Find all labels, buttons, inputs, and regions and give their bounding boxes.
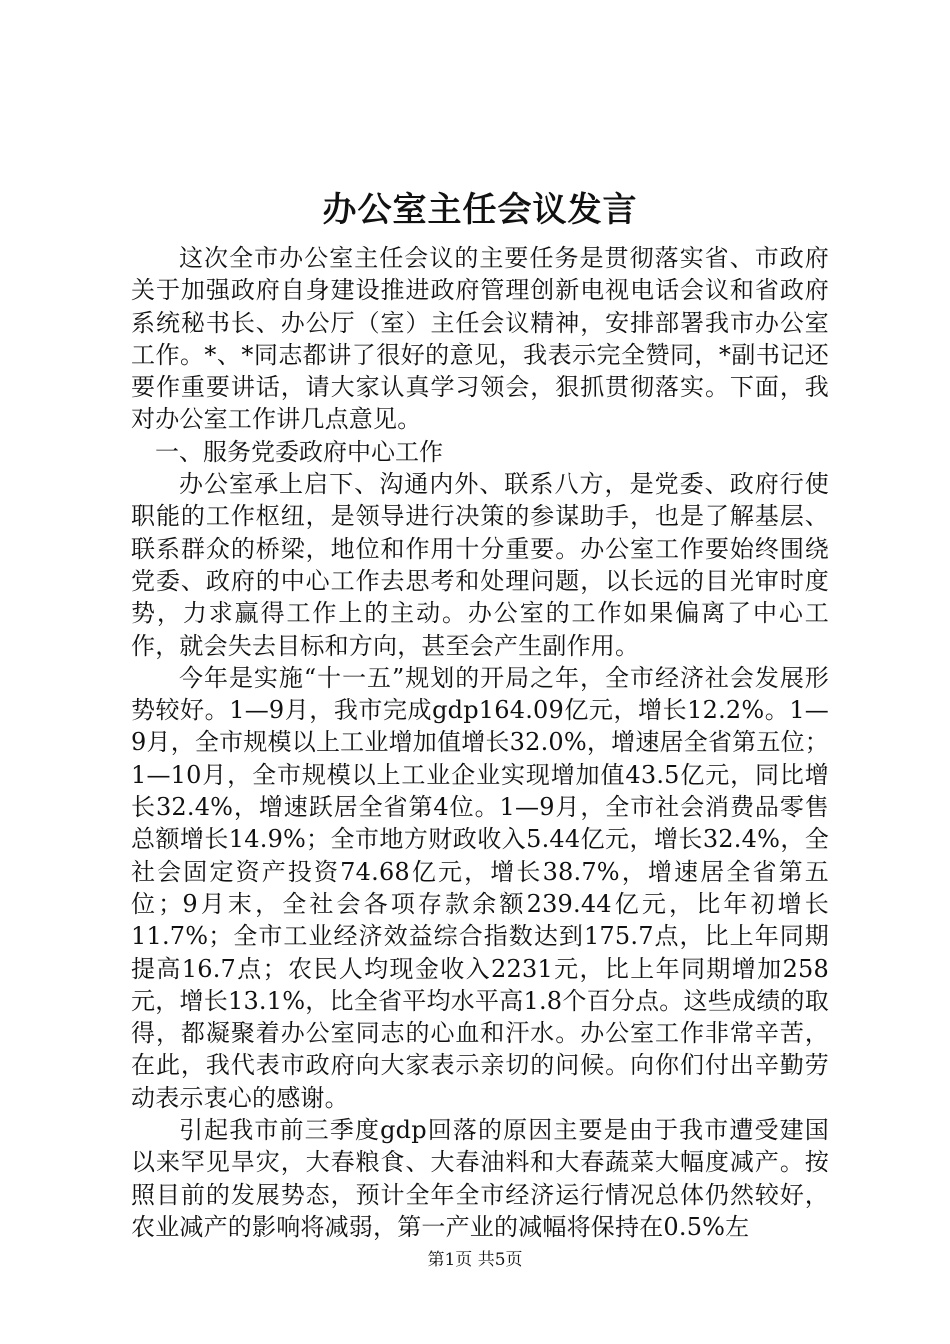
document-page bbox=[131, 178, 829, 1243]
paragraph-gdp-decline: 引起我市前三季度gdp回落的原因主要是由于我市遭受建国以来罕见旱灾，大春粮食、大春油料和大春蔬菜大幅度减产。按照目前的发展势态，预计全年全市经济运行情况总体仍然较好，农业减产的影响将减弱，第一产业的减幅将保持在0.5%左 bbox=[131, 1116, 829, 1241]
section-heading-1: 一、服务党委政府中心工作 bbox=[155, 437, 443, 466]
page-footer: 第1页 共5页 bbox=[427, 1250, 523, 1270]
paragraph-intro: 这次全市办公室主任会议的主要任务是贯彻落实省、市政府关于加强政府自身建设推进政府管理创新电视电话会议和省政府系统秘书长、办公厅（室）主任会议精神，安排部署我市办公室工作。*、*同志都讲了很好的意见，我表示完全赞同，*副书记还要作重要讲话，请大家认真学习领会，狠抓贯彻落实。下面，我对办公室工作讲几点意见。 bbox=[131, 244, 829, 434]
paragraph-office-role: 办公室承上启下、沟通内外、联系八方，是党委、政府行使职能的工作枢纽，是领导进行决策的参谋助手，也是了解基层、联系群众的桥梁，地位和作用十分重要。办公室工作要始终围绕党委、政府的中心工作去思考和处理问题，以长远的目光审时度势，力求赢得工作上的主动。办公室的工作如果偏离了中心工作，就会失去目标和方向，甚至会产生副作用。 bbox=[131, 470, 829, 660]
paragraph-economic-stats: 今年是实施“十一五”规划的开局之年，全市经济社会发展形势较好。1—9月，我市完成gdp164.09亿元，增长12.2%。1—9月，全市规模以上工业增加值增长32.0%，增速居全省第五位；1—10月，全市规模以上工业企业实现增加值43.5亿元，同比增长32.4%，增速跃居全省第4位。1—9月，全市社会消费品零售总额增长14.9%；全市地方财政收入5.44亿元，增长32.4%，全社会固定资产投资74.68亿元，增长38.7%，增速居全省第五位；9月末，全社会各项存款余额239.44亿元，比年初增长11.7%；全市工业经济效益综合指数达到175.7点，比上年同期提高16.7点；农民人均现金收入2231元，比上年同期增加258元，增长13.1%，比全省平均水平高1.8个百分点。这些成绩的取得，都凝聚着办公室同志的心血和汗水。办公室工作非常辛苦，在此，我代表市政府向大家表示亲切的问候。向你们付出辛勤劳动表示衷心的感谢。 bbox=[131, 663, 829, 1112]
document-title: 办公室主任会议发言 bbox=[322, 190, 638, 230]
